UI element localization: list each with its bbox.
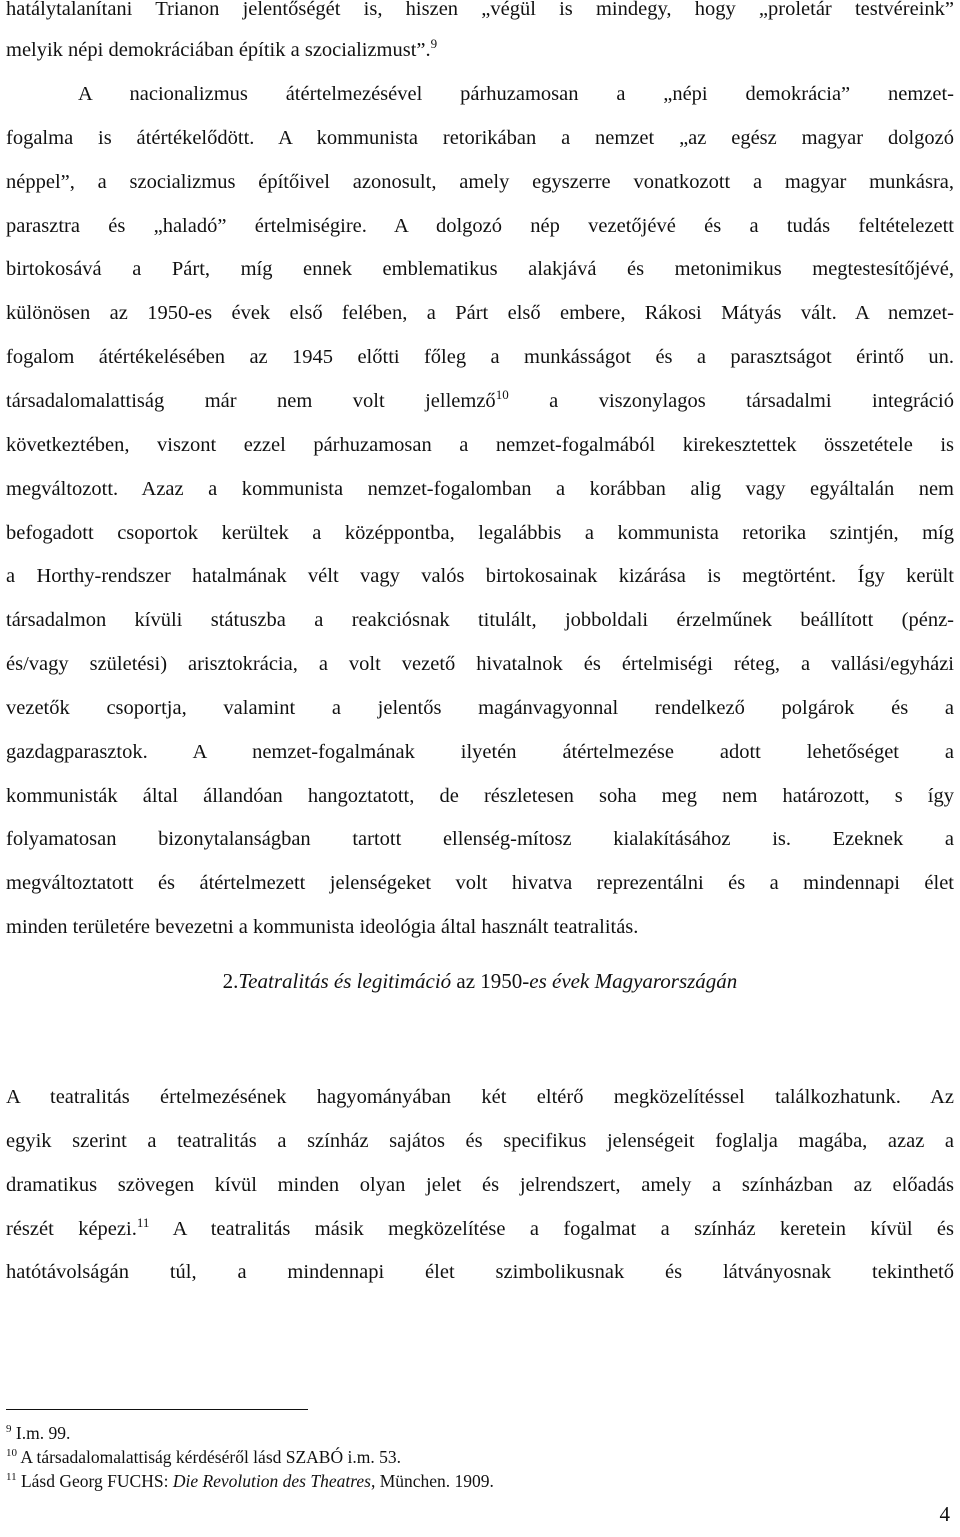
body-line: a Horthy-rendszer hatalmának vélt vagy valós birtokosainak kizárása is megtörtént. Így került — [6, 565, 954, 587]
body-line: A nacionalizmus átértelmezésével párhuzamosan a „népi demokrácia” nemzet- — [78, 83, 954, 105]
body-line: birtokosává a Párt, míg ennek emblematikus alakjává és metonimikus megtestesítőjévé, — [6, 258, 954, 280]
body-line — [6, 1214, 954, 1244]
body-line: fogalom átértékelésében az 1945 előtti főleg a munkásságot és a parasztságot érintő un. — [6, 346, 954, 368]
footnote — [6, 1446, 401, 1468]
footnote-ref[interactable]: 11 — [136, 1215, 150, 1231]
body-line-text: melyik népi demokráciában építik a szocializmust”. — [6, 39, 431, 61]
heading-number: 2. — [222, 969, 239, 993]
body-line-text: részét képezi. — [6, 1218, 137, 1240]
body-line: és/vagy születési) arisztokrácia, a volt vezető hivatalnok és értelmiségi réteg, a vallási/egyházi — [6, 653, 954, 675]
footnote-separator — [6, 1409, 308, 1410]
footnote — [6, 1470, 494, 1492]
body-line: hatótávolságán túl, a mindennapi élet szimbolikusnak és látványosnak tekinthető — [6, 1261, 954, 1283]
body-line: minden területére bevezetni a kommunista ideológia által használt teatralitás. — [6, 916, 639, 938]
body-line: gazdagparasztok. A nemzet-fogalmának ilyetén átértelmezése adott lehetőséget a — [6, 741, 954, 763]
footnote-text: I.m. 99. — [15, 1423, 71, 1443]
footnote-number: 10 — [6, 1447, 17, 1460]
body-line: hatálytalanítani Trianon jelentőségét is, hiszen „végül is mindegy, hogy „proletár testvéreink” — [6, 0, 954, 20]
body-line: kommunisták által állandóan hangoztatott, de részletesen soha meg nem határozott, s így — [6, 785, 954, 807]
body-line: vezetők csoportja, valamint a jelentős magánvagyonnal rendelkező polgárok és a — [6, 697, 954, 719]
footnote-text: Lásd Georg FUCHS: — [20, 1471, 173, 1491]
body-line: dramatikus szövegen kívül minden olyan jelet és jelrendszert, amely a színházban az előadás — [6, 1174, 954, 1196]
body-line: fogalma is átértékelődött. A kommunista retorikában a nemzet „az egész magyar dolgozó — [6, 127, 954, 149]
footnote-ref[interactable]: 10 — [495, 387, 509, 403]
body-line — [6, 386, 954, 416]
body-line-text: a viszonylagos társadalmi integráció — [549, 390, 954, 412]
body-line: A teatralitás értelmezésének hagyományában két eltérő megközelítéssel találkozhatunk. Az — [6, 1086, 954, 1108]
footnote-number: 11 — [6, 1471, 17, 1484]
body-line: társadalmon kívüli státuszba a reakciósnak titulált, jobboldali érzelműnek beállított (pénz- — [6, 609, 954, 631]
body-line: néppel”, a szocializmus építőivel azonosult, amely egyszerre vonatkozott a magyar munkásra, — [6, 171, 954, 193]
body-line: megváltozott. Azaz a kommunista nemzet-fogalomban a korábban alig vagy egyáltalán nem — [6, 478, 954, 500]
footnote-number: 9 — [6, 1423, 12, 1436]
footnote-ref[interactable]: 9 — [430, 36, 438, 52]
footnote-title: Die Revolution des Theatres — [172, 1471, 371, 1491]
body-line: folyamatosan bizonytalanságban tartott ellenség-mítosz kialakításához is. Ezeknek a — [6, 828, 954, 850]
body-line: egyik szerint a teatralitás a színház sajátos és specifikus jelenségeit foglalja magába, azaz a — [6, 1130, 954, 1152]
body-line — [6, 35, 954, 65]
footnote-text: A társadalomalattiság kérdéséről lásd SZABÓ i.m. 53. — [20, 1447, 401, 1467]
footnote — [6, 1422, 70, 1444]
body-line: befogadott csoportok kerültek a középpontba, legalábbis a kommunista retorika szintjén, míg — [6, 522, 954, 544]
body-line: parasztra és „haladó” értelmiségire. A dolgozó nép vezetőjévé és a tudás feltételezett — [6, 215, 954, 237]
body-line-text: társadalomalattiság már nem volt jellemző — [6, 390, 496, 412]
heading-italic: Teatralitás és legitimáció — [238, 969, 452, 993]
body-line: különösen az 1950-es évek első felében, a Párt első embere, Rákosi Mátyás vált. A nemzet- — [6, 302, 954, 324]
page-number: 4 — [939, 1502, 950, 1526]
heading-text: az 1950- — [451, 969, 530, 993]
body-line-text: A teatralitás másik megközelítése a fogalmat a színház keretein kívül és — [172, 1218, 954, 1240]
footnote-text: , München. 1909. — [370, 1471, 494, 1491]
section-heading — [6, 966, 954, 996]
body-line: megváltoztatott és átértelmezett jelenségeket volt hivatva reprezentálni és a mindennapi élet — [6, 872, 954, 894]
body-line: következtében, viszont ezzel párhuzamosan a nemzet-fogalmából kirekesztettek összetétele is — [6, 434, 954, 456]
heading-italic: es évek Magyarországán — [529, 969, 738, 993]
